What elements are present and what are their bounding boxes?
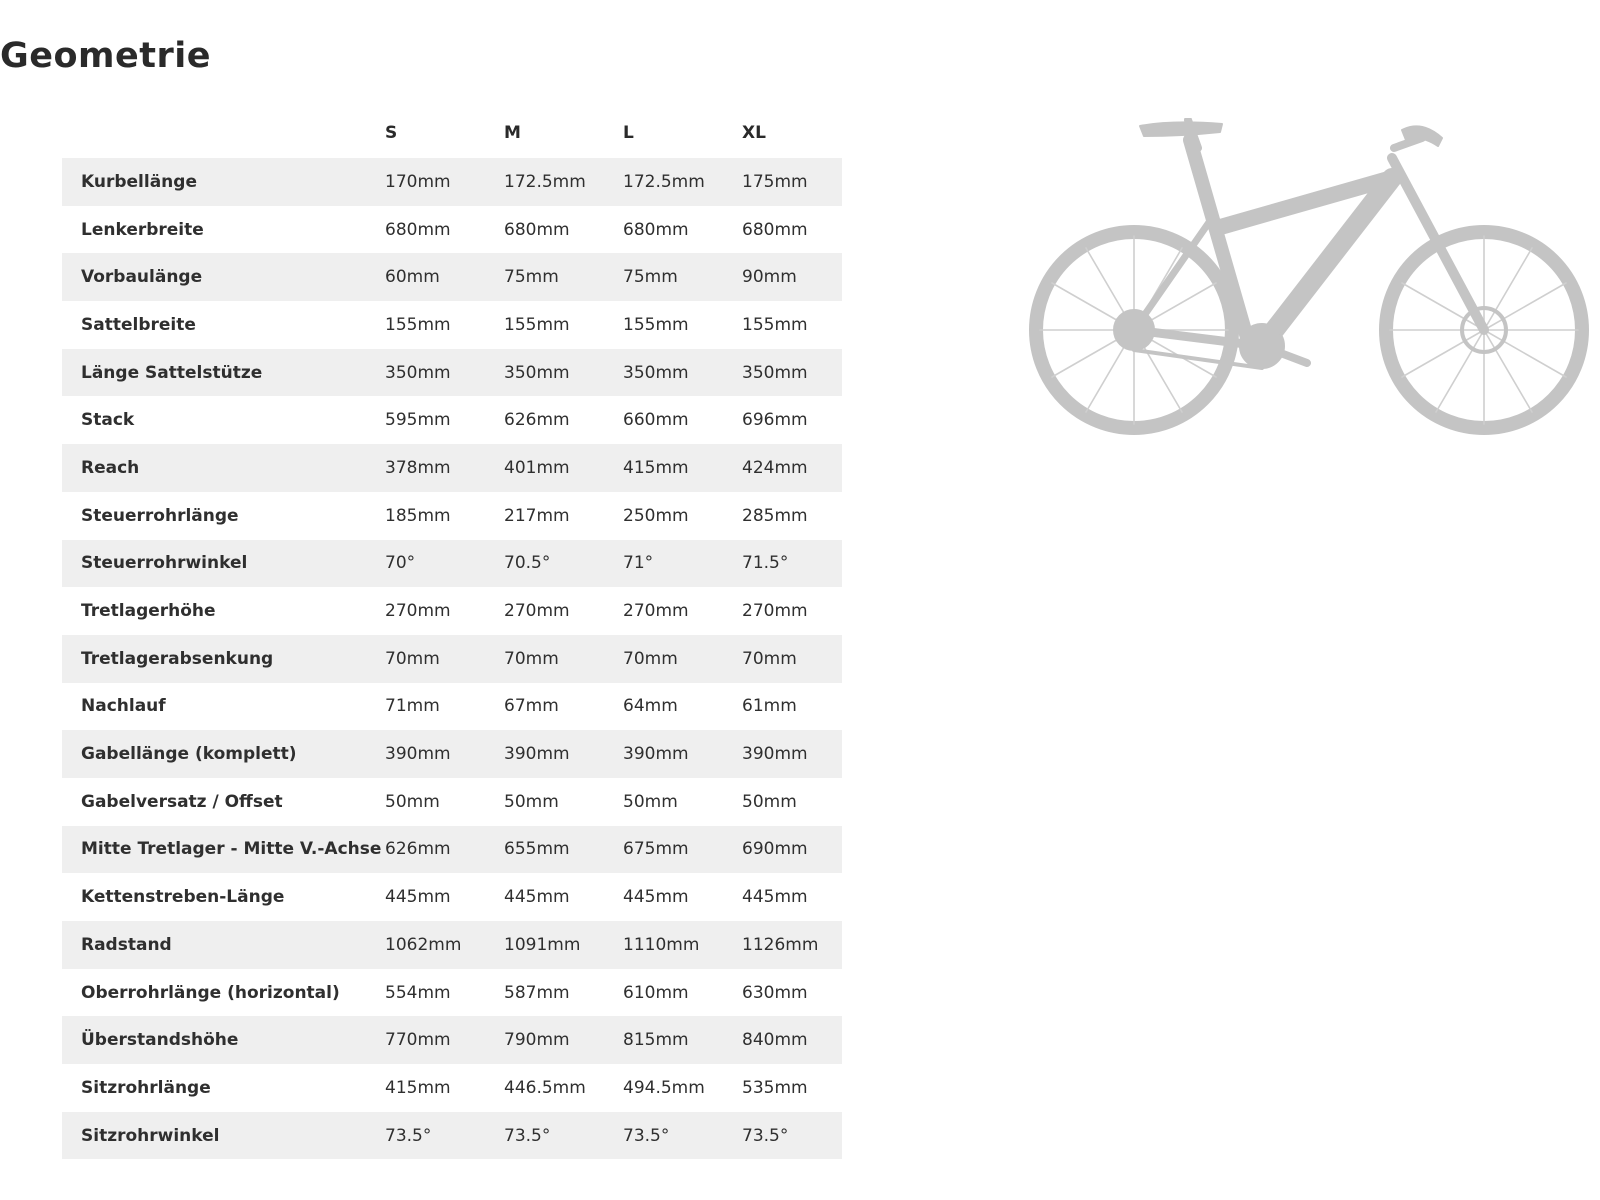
row-value-l: 172.5mm: [623, 171, 705, 192]
size-header-m: M: [504, 123, 521, 143]
table-row: [62, 1064, 842, 1112]
row-label: Reach: [81, 457, 140, 478]
row-value-m: 1091mm: [504, 934, 581, 955]
row-value-xl: 1126mm: [742, 934, 819, 955]
row-value-m: 350mm: [504, 362, 570, 383]
row-value-xl: 350mm: [742, 362, 808, 383]
row-value-s: 626mm: [385, 839, 451, 860]
row-value-s: 70mm: [385, 648, 440, 669]
row-value-s: 73.5°: [385, 1125, 432, 1146]
row-value-m: 217mm: [504, 505, 570, 526]
row-value-l: 415mm: [623, 457, 689, 478]
row-label: Stack: [81, 410, 135, 431]
row-label: Oberrohrlänge (horizontal): [81, 982, 340, 1003]
row-value-m: 445mm: [504, 887, 570, 908]
table-row: [62, 540, 842, 588]
row-value-s: 50mm: [385, 791, 440, 812]
row-value-s: 378mm: [385, 457, 451, 478]
table-row: [62, 1016, 842, 1064]
row-value-l: 50mm: [623, 791, 678, 812]
table-row: [62, 587, 842, 635]
row-value-m: 446.5mm: [504, 1077, 586, 1098]
row-value-m: 401mm: [504, 457, 570, 478]
row-value-s: 595mm: [385, 410, 451, 431]
row-value-m: 680mm: [504, 219, 570, 240]
geometry-table-body: [62, 158, 842, 1159]
row-value-l: 155mm: [623, 314, 689, 335]
row-value-xl: 840mm: [742, 1030, 808, 1051]
row-label: Nachlauf: [81, 696, 166, 717]
row-value-s: 770mm: [385, 1030, 451, 1051]
size-header-l: L: [623, 123, 634, 143]
row-value-m: 50mm: [504, 791, 559, 812]
row-label: Gabellänge (komplett): [81, 744, 297, 765]
table-row: [62, 253, 842, 301]
row-value-xl: 61mm: [742, 696, 797, 717]
table-row: [62, 873, 842, 921]
row-value-m: 70mm: [504, 648, 559, 669]
row-value-m: 626mm: [504, 410, 570, 431]
row-value-s: 1062mm: [385, 934, 462, 955]
bike-frame: [1134, 120, 1484, 348]
row-value-m: 73.5°: [504, 1125, 551, 1146]
row-label: Kurbellänge: [81, 171, 197, 192]
row-value-xl: 155mm: [742, 314, 808, 335]
row-value-s: 415mm: [385, 1077, 451, 1098]
row-value-xl: 71.5°: [742, 553, 789, 574]
row-label: Sattelbreite: [81, 314, 196, 335]
table-row: [62, 301, 842, 349]
row-value-l: 675mm: [623, 839, 689, 860]
row-value-m: 75mm: [504, 267, 559, 288]
row-value-l: 350mm: [623, 362, 689, 383]
row-value-s: 155mm: [385, 314, 451, 335]
row-value-xl: 680mm: [742, 219, 808, 240]
row-value-l: 660mm: [623, 410, 689, 431]
row-value-s: 185mm: [385, 505, 451, 526]
row-label: Lenkerbreite: [81, 219, 204, 240]
row-value-s: 60mm: [385, 267, 440, 288]
row-value-l: 680mm: [623, 219, 689, 240]
row-value-l: 445mm: [623, 887, 689, 908]
row-value-s: 390mm: [385, 744, 451, 765]
page-title: Geometrie: [0, 36, 211, 76]
row-label: Radstand: [81, 934, 172, 955]
row-value-l: 610mm: [623, 982, 689, 1003]
table-row: [62, 349, 842, 397]
row-value-m: 155mm: [504, 314, 570, 335]
table-row: [62, 683, 842, 731]
row-value-xl: 445mm: [742, 887, 808, 908]
row-value-xl: 535mm: [742, 1077, 808, 1098]
row-value-xl: 175mm: [742, 171, 808, 192]
row-value-xl: 696mm: [742, 410, 808, 431]
row-value-l: 1110mm: [623, 934, 700, 955]
table-row: [62, 969, 842, 1017]
row-value-m: 270mm: [504, 601, 570, 622]
row-value-m: 67mm: [504, 696, 559, 717]
cassette: [1114, 310, 1154, 350]
row-value-s: 680mm: [385, 219, 451, 240]
row-value-m: 70.5°: [504, 553, 551, 574]
row-value-m: 390mm: [504, 744, 570, 765]
table-row: [62, 730, 842, 778]
row-value-s: 554mm: [385, 982, 451, 1003]
row-value-l: 71°: [623, 553, 654, 574]
table-row: [62, 1112, 842, 1160]
row-label: Tretlagerabsenkung: [81, 648, 274, 669]
row-value-xl: 690mm: [742, 839, 808, 860]
row-value-m: 172.5mm: [504, 171, 586, 192]
row-value-l: 75mm: [623, 267, 678, 288]
size-header-xl: XL: [742, 123, 766, 143]
table-row: [62, 206, 842, 254]
row-label: Vorbaulänge: [81, 267, 203, 288]
row-value-l: 815mm: [623, 1030, 689, 1051]
size-header-s: S: [385, 123, 398, 143]
row-value-m: 587mm: [504, 982, 570, 1003]
row-value-l: 494.5mm: [623, 1077, 705, 1098]
row-value-l: 70mm: [623, 648, 678, 669]
row-label: Sitzrohrwinkel: [81, 1125, 220, 1146]
table-row: [62, 635, 842, 683]
row-value-s: 70°: [385, 553, 416, 574]
table-header-row: [62, 108, 842, 158]
row-value-m: 790mm: [504, 1030, 570, 1051]
row-value-l: 270mm: [623, 601, 689, 622]
row-value-s: 445mm: [385, 887, 451, 908]
saddle: [1140, 122, 1222, 136]
table-row: [62, 396, 842, 444]
row-value-xl: 424mm: [742, 457, 808, 478]
bike-silhouette-image: [1022, 118, 1600, 448]
row-value-xl: 630mm: [742, 982, 808, 1003]
row-value-s: 270mm: [385, 601, 451, 622]
geometry-table: [62, 108, 842, 1159]
row-value-s: 350mm: [385, 362, 451, 383]
row-value-l: 250mm: [623, 505, 689, 526]
row-value-l: 73.5°: [623, 1125, 670, 1146]
row-value-xl: 90mm: [742, 267, 797, 288]
row-label: Steuerrohrwinkel: [81, 553, 248, 574]
table-row: [62, 492, 842, 540]
row-label: Länge Sattelstütze: [81, 362, 263, 383]
row-label: Kettenstreben-Länge: [81, 887, 285, 908]
row-value-l: 390mm: [623, 744, 689, 765]
row-value-m: 655mm: [504, 839, 570, 860]
row-label: Überstandshöhe: [81, 1030, 239, 1051]
table-row: [62, 826, 842, 874]
row-label: Gabelversatz / Offset: [81, 791, 283, 812]
row-value-s: 170mm: [385, 171, 451, 192]
table-row: [62, 921, 842, 969]
row-value-xl: 73.5°: [742, 1125, 789, 1146]
header-spacer: [62, 108, 385, 158]
row-label: Mitte Tretlager - Mitte V.-Achse: [81, 839, 382, 860]
row-value-xl: 285mm: [742, 505, 808, 526]
row-label: Sitzrohrlänge: [81, 1077, 211, 1098]
row-label: Steuerrohrlänge: [81, 505, 239, 526]
row-value-xl: 50mm: [742, 791, 797, 812]
row-value-xl: 390mm: [742, 744, 808, 765]
table-row: [62, 778, 842, 826]
table-row: [62, 444, 842, 492]
row-value-l: 64mm: [623, 696, 678, 717]
table-row: [62, 158, 842, 206]
row-value-s: 71mm: [385, 696, 440, 717]
row-label: Tretlagerhöhe: [81, 601, 216, 622]
row-value-xl: 270mm: [742, 601, 808, 622]
row-value-xl: 70mm: [742, 648, 797, 669]
